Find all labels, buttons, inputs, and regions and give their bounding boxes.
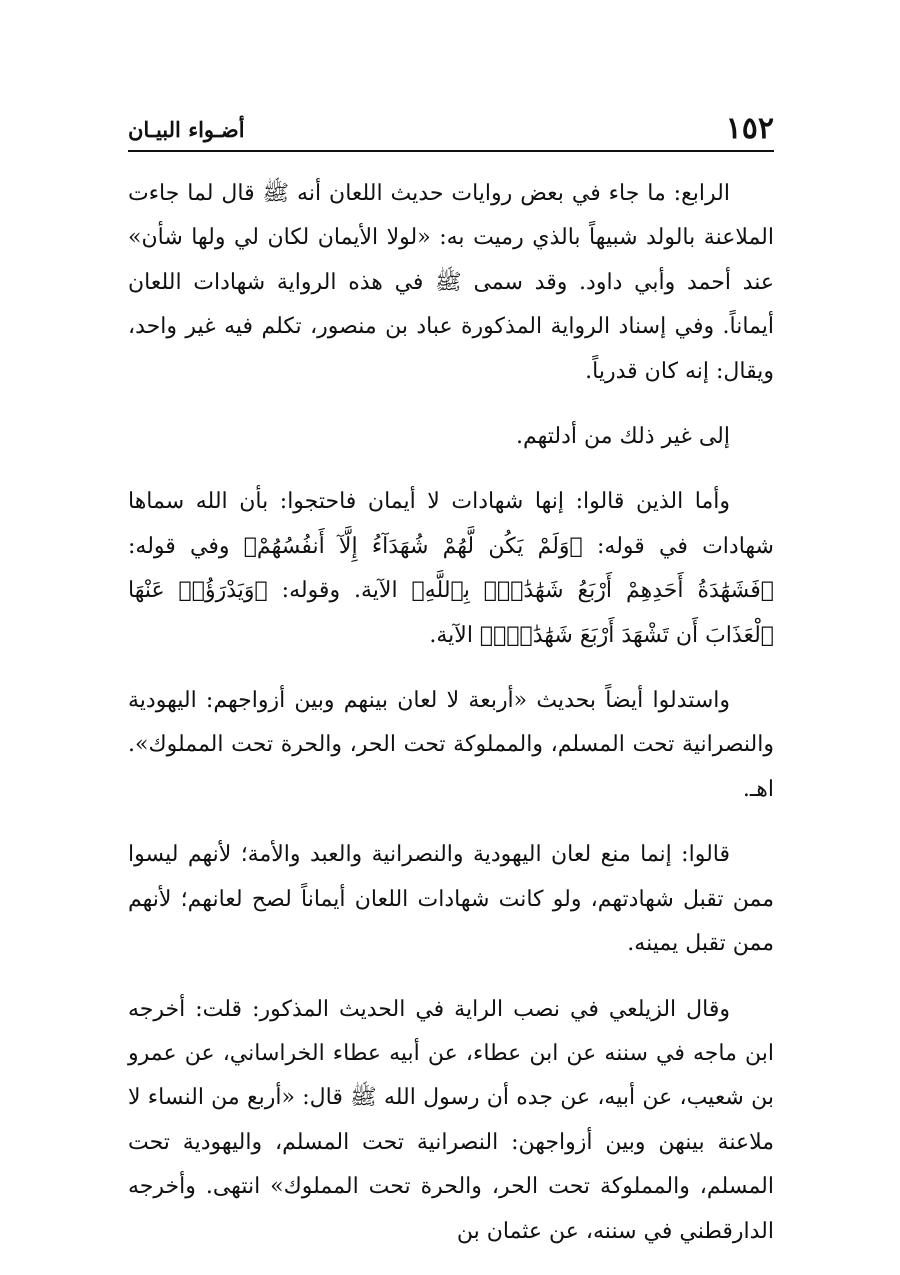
book-title: أضـواء البيـان [128, 117, 245, 142]
paragraph-lian-narration: الرابع: ما جاء في بعض روايات حديث اللعان أنه ﷺ قال لما جاءت الملاعنة بالولد شبيهاً بالذي رميت به: «لولا الأيمان لكان لي ولها شأن» عند أحمد وأبي داود. وقد سمى ﷺ في هذه الرواية شهادات اللعان أيماناً. وفي إسناد الرواية المذكورة عباد بن منصور، تكلم فيه غير واحد، ويقال: إنه كان قدرياً. [128, 181, 774, 384]
page-number: ١٥٢ [725, 111, 774, 146]
paragraph-zaylai-citation: وقال الزيلعي في نصب الراية في الحديث المذكور: قلت: أخرجه ابن ماجه في سننه عن ابن عطاء، عن أبيه عطاء الخراساني، عن عمرو بن شعيب، عن أبيه، عن جده أن رسول الله ﷺ قال: «أربع من النساء لا ملاعنة بينهن وبين أزواجهن: النصرانية تحت المسلم، واليهودية تحت المسلم، والمملوكة تحت الحر، والحرة تحت المملوك» انتهى. وأخرجه الدارقطني في سننه، عن عثمان بن [128, 996, 774, 1244]
body-text [128, 172, 774, 1275]
paragraph-four-women-hadith: واستدلوا أيضاً بحديث «أربعة لا لعان بينهم وبين أزواجهم: اليهودية والنصرانية تحت المسلم، والمملوكة تحت الحر، والحرة تحت المملوك». اهـ. [128, 688, 774, 802]
paragraph-testimony-argument: وأما الذين قالوا: إنها شهادات لا أيمان فاحتجوا: بأن الله سماها شهادات في قوله: ﴿وَلَمْ يَكُن لَّهُمْ شُهَدَآءُ إِلَّآ أَنفُسُهُمْ﴾ وفي قوله: ﴿فَشَهَٰدَةُ أَحَدِهِمْ أَرْبَعُ شَهَٰدَٰتٍۭ بِٱللَّهِ﴾ الآية. وقوله: ﴿وَيَدْرَؤُا۟ عَنْهَا ٱلْعَذَابَ أَن تَشْهَدَ أَرْبَعَ شَهَٰدَٰتٍۭ﴾ الآية. [128, 489, 774, 648]
paragraph-other-evidence: إلى غير ذلك من أدلتهم. [515, 424, 730, 450]
paragraph-testimony-acceptance: قالوا: إنما منع لعان اليهودية والنصرانية والعبد والأمة؛ لأنهم ليسوا ممن تقبل شهادتهم، ولو كانت شهادات اللعان أيماناً لصح لعانهم؛ لأنهم ممن تقبل يمينه. [128, 842, 774, 957]
running-header [128, 110, 774, 152]
